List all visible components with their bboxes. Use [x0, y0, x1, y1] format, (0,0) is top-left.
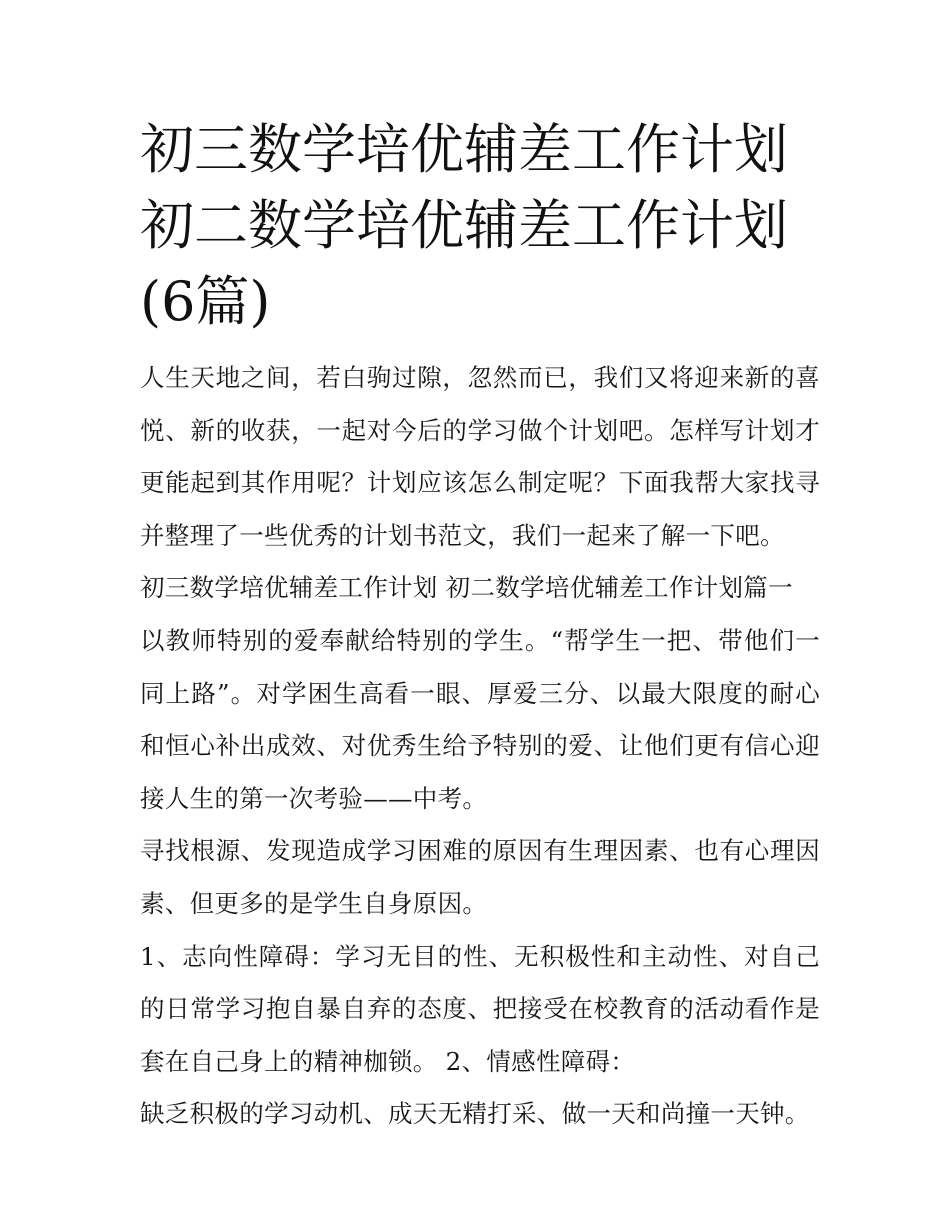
paragraph-motivation: 缺乏积极的学习动机、成天无精打采、做一天和尚撞一天钟。 — [140, 1099, 810, 1129]
paragraph-section-heading: 初三数学培优辅差工作计划 初二数学培优辅差工作计划篇一 — [140, 573, 793, 603]
paragraph-root-causes: 寻找根源、发现造成学习困难的原因有生理因素、也有心理因素、但更多的是学生自身原因。 — [140, 836, 820, 918]
paragraph-intro: 人生天地之间，若白驹过隙，忽然而已，我们又将迎来新的喜悦、新的收获，一起对今后的学习做个计划吧。怎样写计划才更能起到其作用呢？计划应该怎么制定呢？下面我帮大家找寻并整理了一些优秀的计划书范文，我们一起来了解一下吧。 — [140, 363, 820, 550]
document-body — [140, 352, 820, 1141]
paragraph-teacher-love: 以教师特别的爱奉献给特别的学生。“帮学生一把、带他们一同上路”。对学困生高看一眼、厚爱三分、以最大限度的耐心和恒心补出成效、对优秀生给予特别的爱、让他们更有信心迎接人生的第一次考验——中考。 — [140, 625, 820, 813]
paragraph-obstacles: 1、志向性障碍：学习无目的性、无积极性和主动性、对自己的日常学习抱自暴自弃的态度、把接受在校教育的活动看作是套在自己身上的精神枷锁。 2、情感性障碍： — [140, 941, 820, 1076]
document-title: 初三数学培优辅差工作计划 初二数学培优辅差工作计划(6篇) — [140, 118, 788, 333]
